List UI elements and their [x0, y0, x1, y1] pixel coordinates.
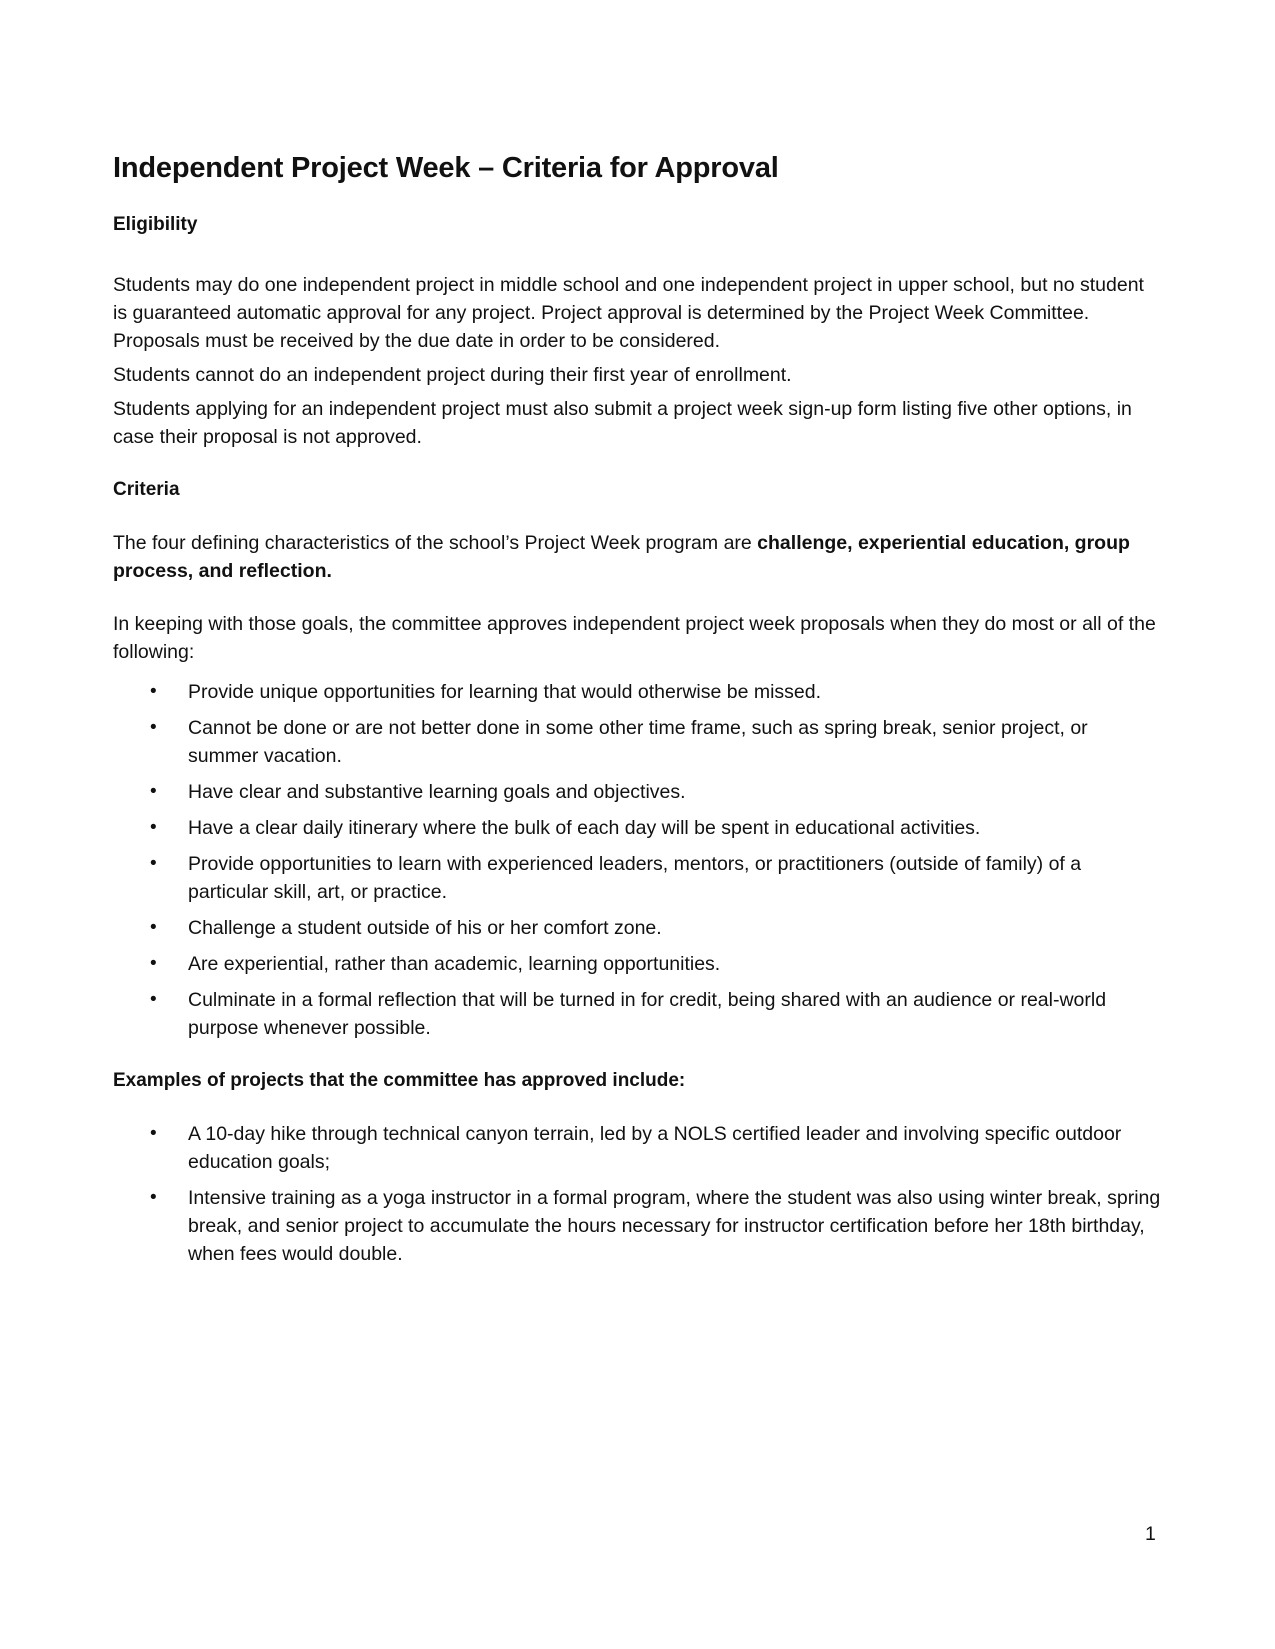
bullet-icon: •	[150, 953, 157, 974]
bullet-icon: •	[150, 917, 157, 938]
criteria-intro-text: The four defining characteristics of the school’s Project Week program are	[113, 532, 758, 554]
bullet-icon: •	[150, 1187, 157, 1208]
list-item-text: Cannot be done or are not better done in some other time frame, such as spring break, senior project, or summer vacation.	[188, 717, 1088, 767]
list-item-text: Culminate in a formal reflection that will be turned in for credit, being shared with an audience or real-world purpose whenever possible.	[188, 989, 1107, 1039]
list-item	[113, 950, 1163, 978]
list-item-text: Are experiential, rather than academic, learning opportunities.	[188, 953, 721, 975]
list-item-text: Challenge a student outside of his or her comfort zone.	[188, 917, 662, 939]
criteria-keeping-paragraph: In keeping with those goals, the committee approves independent project week proposals when they do most or all of the following:	[113, 613, 1156, 663]
list-item-text: Intensive training as a yoga instructor in a formal program, where the student was also using winter break, spring break, and senior project to accumulate the hours necessary for instructor certification before her 18th birthday, when fees would double.	[188, 1187, 1161, 1265]
eligibility-paragraph-2: Students cannot do an independent project during their first year of enrollment.	[113, 364, 792, 386]
list-item	[113, 914, 1163, 942]
bullet-icon: •	[150, 717, 157, 738]
eligibility-paragraph-3: Students applying for an independent project must also submit a project week sign-up form listing five other options, in case their proposal is not approved.	[113, 398, 1132, 448]
list-item	[113, 814, 1163, 842]
list-item	[113, 678, 1163, 706]
list-item-text: Have clear and substantive learning goals and objectives.	[188, 781, 686, 803]
criteria-characteristics: challenge, experiential education, group process, and reflection.	[113, 532, 1130, 582]
examples-list	[113, 1120, 1163, 1268]
examples-heading: Examples of projects that the committee has approved include:	[113, 1070, 686, 1091]
bullet-icon: •	[150, 681, 157, 702]
bullet-icon: •	[150, 817, 157, 838]
bullet-icon: •	[150, 781, 157, 802]
list-item	[113, 1120, 1163, 1176]
list-item	[113, 778, 1163, 806]
list-item	[113, 850, 1163, 906]
document-page	[113, 150, 1163, 1276]
eligibility-paragraph-1: Students may do one independent project in middle school and one independent project in upper school, but no student is guaranteed automatic approval for any project. Project approval is determined by the Project Week Committee. Proposals must be received by the due date in order to be considered.	[113, 274, 1144, 352]
list-item-text: A 10-day hike through technical canyon terrain, led by a NOLS certified leader and involving specific outdoor education goals;	[188, 1123, 1122, 1173]
list-item-text: Provide opportunities to learn with experienced leaders, mentors, or practitioners (outside of family) of a particular skill, art, or practice.	[188, 853, 1082, 903]
criteria-heading: Criteria	[113, 479, 180, 500]
criteria-intro	[113, 529, 1163, 585]
list-item	[113, 1184, 1163, 1268]
criteria-list	[113, 678, 1163, 1042]
bullet-icon: •	[150, 853, 157, 874]
page-title: Independent Project Week – Criteria for Approval	[113, 152, 779, 184]
bullet-icon: •	[150, 989, 157, 1010]
list-item	[113, 986, 1163, 1042]
eligibility-heading: Eligibility	[113, 214, 198, 235]
list-item	[113, 714, 1163, 770]
bullet-icon: •	[150, 1123, 157, 1144]
page-number: 1	[1145, 1523, 1156, 1545]
list-item-text: Have a clear daily itinerary where the bulk of each day will be spent in educational activities.	[188, 817, 981, 839]
list-item-text: Provide unique opportunities for learning that would otherwise be missed.	[188, 681, 822, 703]
